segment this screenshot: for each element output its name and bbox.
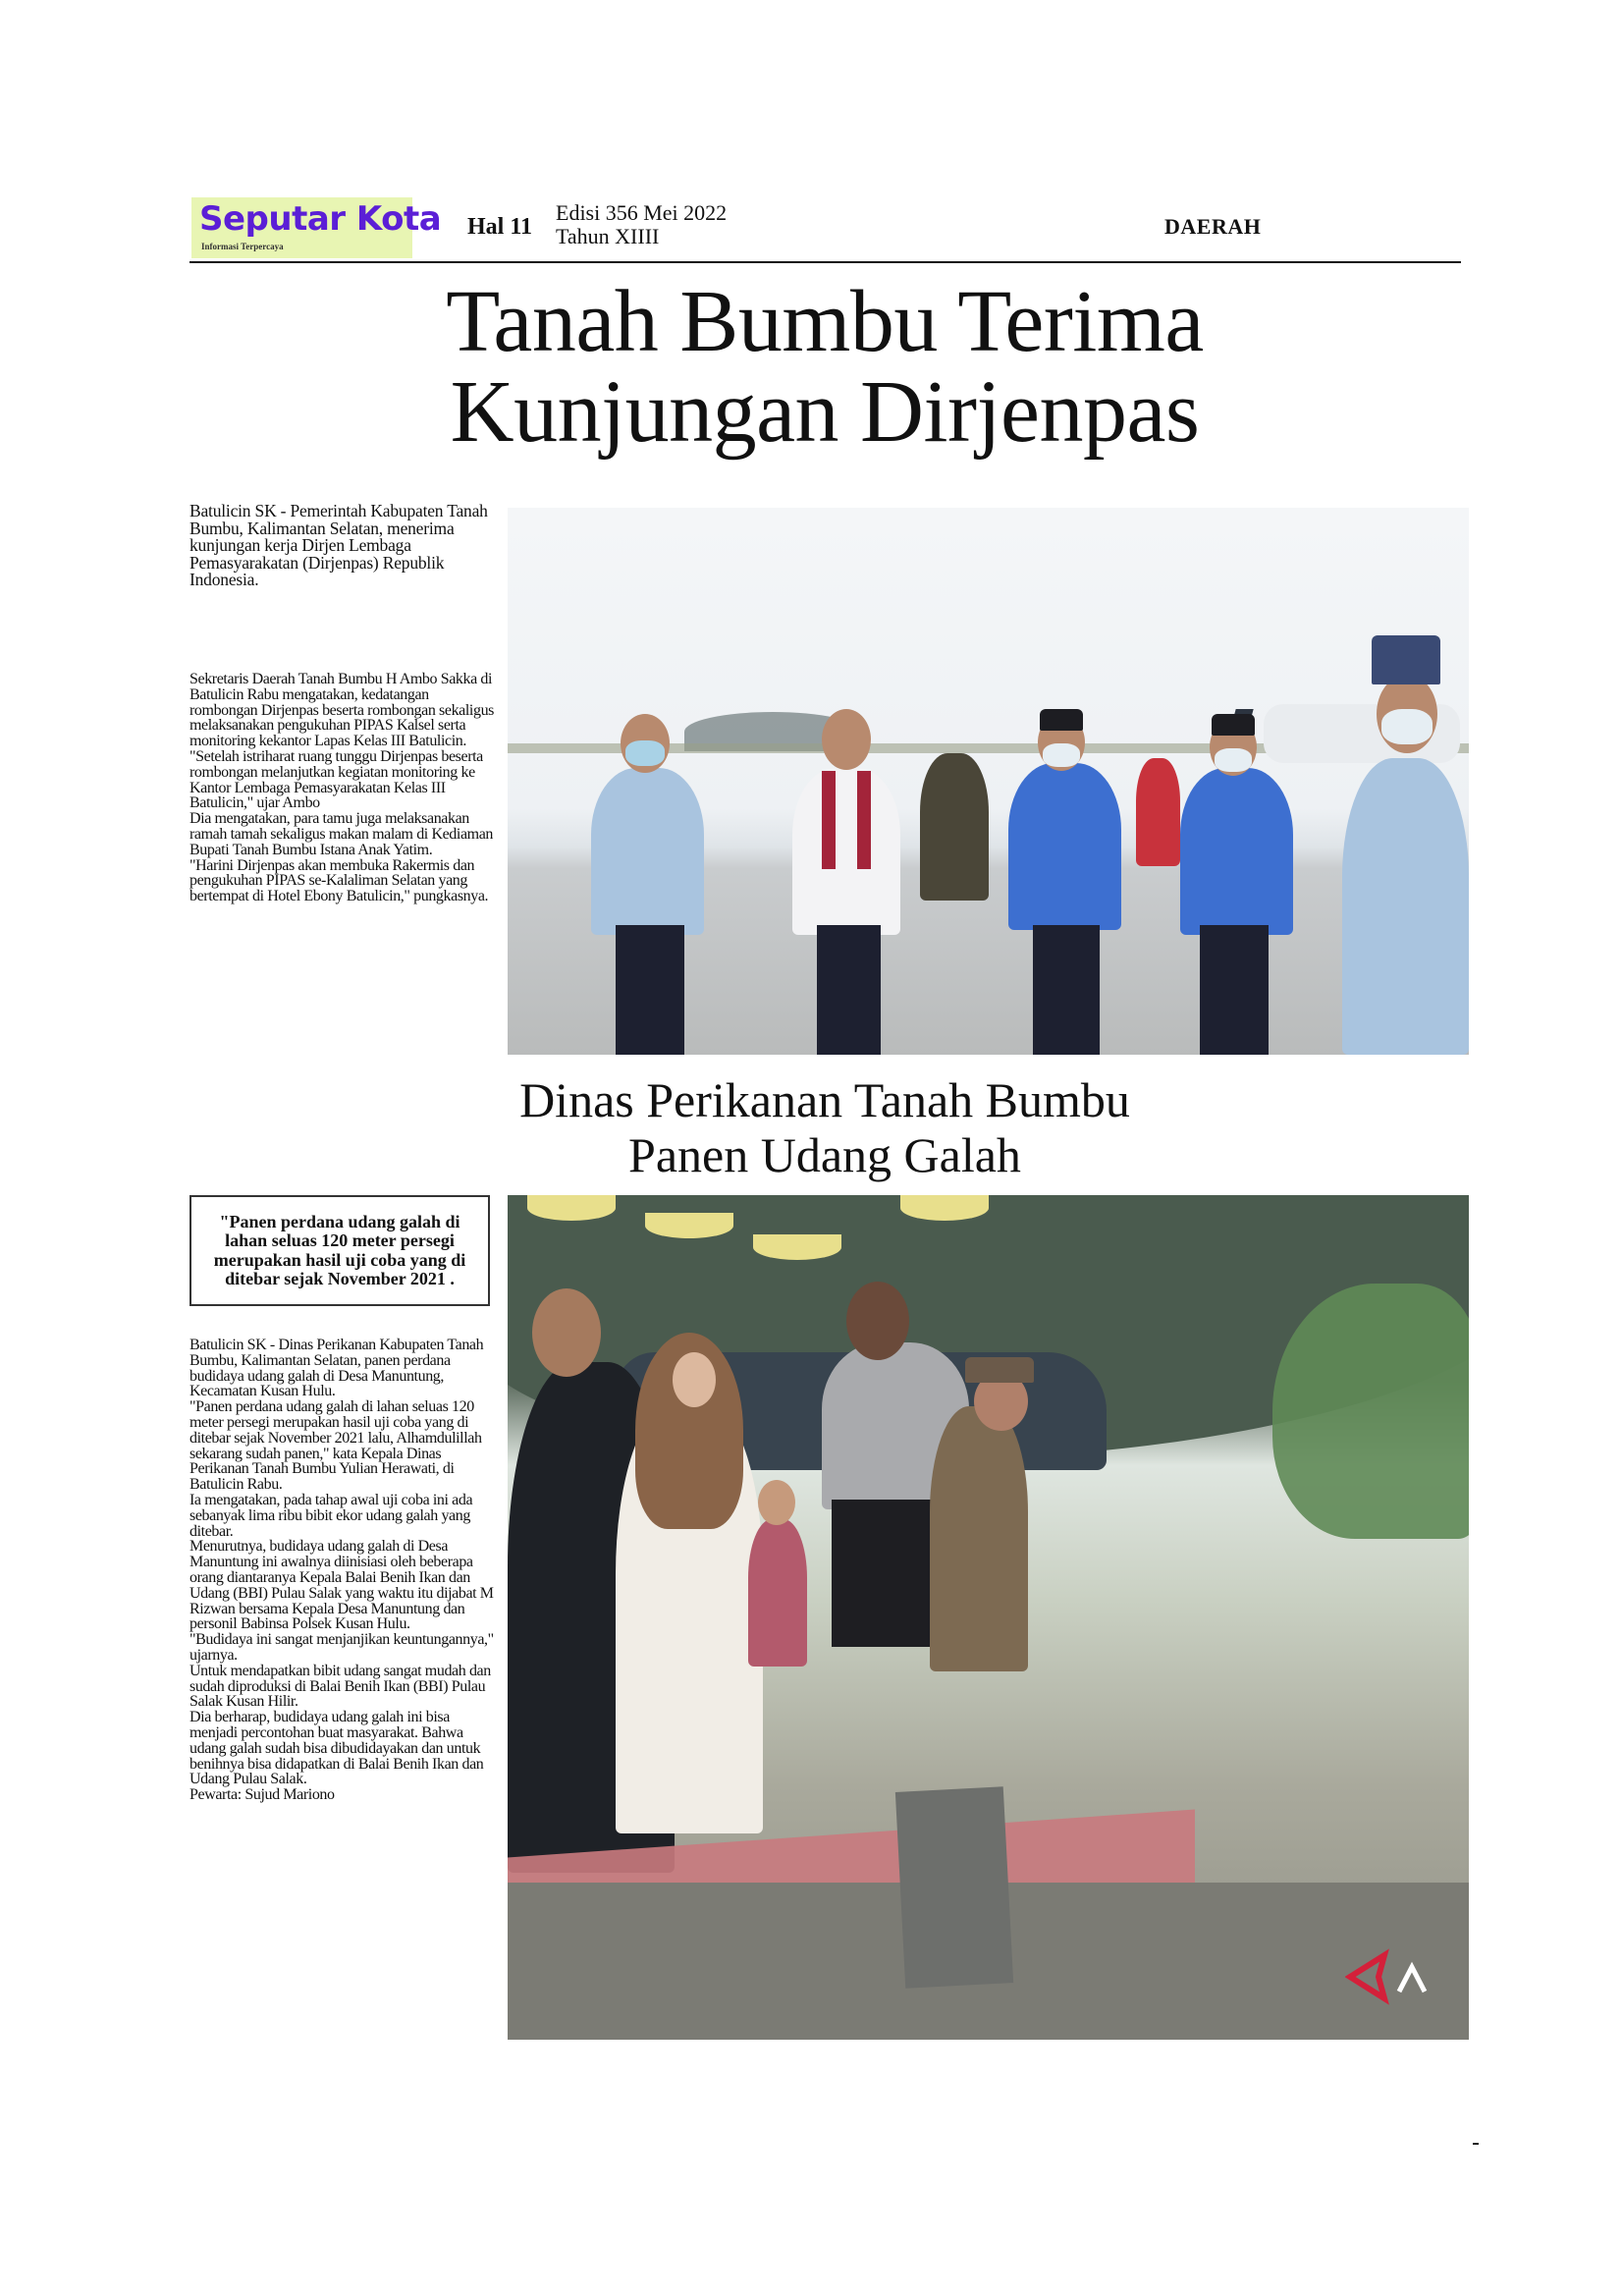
person-figure	[1342, 758, 1469, 1055]
paragraph: Dia berharap, budidaya udang galah ini bisa menjadi percontohan buat masyarakat. Bahwa udang galah sudah bisa dibudidayakan dan untuk benihnya bisa didapatkan di Balai Benih Ikan dan Udang Pulau Salak.	[189, 1709, 484, 1788]
paragraph: "Setelah istriharat ruang tunggu Dirjenpas beserta rombongan melanjutkan kegiatan monitoring ke Kantor Lembaga Pemasyarakatan Kelas III Batulicin," ujar Ambo	[189, 747, 483, 812]
red-scarf	[857, 771, 871, 869]
logo-title: Seputar Kota	[199, 199, 442, 239]
pull-quote-box	[189, 1195, 490, 1306]
trees-shape	[1272, 1284, 1469, 1539]
article2-photo	[508, 1195, 1469, 2040]
paragraph: "Panen perdana udang galah di lahan seluas 120 meter persegi merupakan hasil uji coba yang di ditebar sejak November 2021 lalu, Alhamdulillah sekarang sudah panen," kata Kepala Dinas Perikanan Tanah Bumbu Yulian Herawati, di Batulicin Rabu.	[189, 1398, 482, 1494]
byline: Pewarta: Sujud Mariono	[189, 1786, 335, 1804]
red-scarf	[822, 771, 836, 869]
page-corner-mark	[1473, 2143, 1479, 2145]
tent-scallop	[527, 1195, 616, 1221]
paragraph: Untuk mendapatkan bibit udang sangat mudah dan sudah diproduksi di Balai Benih Ikan (BBI) Pulau Salak Kusan Hilir.	[189, 1662, 491, 1711]
paragraph: Sekretaris Daerah Tanah Bumbu H Ambo Sakka di Batulicin Rabu mengatakan, kedatangan rombongan Dirjenpas beserta rombongan sekaligus melaksanakan pengukuhan PIPAS Kalsel serta monitoring kekantor Lapas Kelas III Batulicin.	[189, 671, 495, 750]
article2-headline	[432, 1072, 1217, 1182]
header-divider	[189, 261, 1461, 263]
hat	[965, 1357, 1034, 1383]
article1-headline	[295, 273, 1355, 461]
tent-scallop	[753, 1234, 841, 1260]
peci-cap	[1040, 709, 1083, 731]
section-label: DAERAH	[1164, 214, 1262, 239]
person-legs	[1033, 925, 1100, 1055]
person-head	[673, 1352, 716, 1407]
antara-watermark-icon	[1345, 1947, 1433, 2006]
person-legs	[817, 925, 881, 1055]
face-mask	[1043, 743, 1080, 767]
masthead-logo	[191, 197, 442, 258]
person-figure	[1008, 763, 1121, 930]
face-mask	[1215, 748, 1252, 772]
concrete-slab	[895, 1786, 1013, 1988]
logo-tagline: Informasi Terpercaya	[201, 242, 284, 251]
face-mask	[625, 740, 665, 766]
article2-body	[189, 1338, 494, 1803]
headline-line: Panen Udang Galah	[628, 1127, 1021, 1182]
page-number: Hal 11	[467, 214, 533, 240]
person-head	[532, 1288, 601, 1377]
person-legs	[1200, 925, 1269, 1055]
person-head	[846, 1282, 909, 1360]
paragraph: "Budidaya ini sangat menjanjikan keuntungannya," ujarnya.	[189, 1631, 494, 1664]
person-figure	[930, 1406, 1028, 1671]
person-figure	[1136, 758, 1180, 866]
paragraph: "Harini Dirjenpas akan membuka Rakermis dan pengukuhan PIPAS se-Kalaliman Selatan yang bertempat di Hotel Ebony Batulicin," pungkasnya.	[189, 856, 489, 905]
paragraph: Batulicin SK - Dinas Perikanan Kabupaten Tanah Bumbu, Kalimantan Selatan, panen perdana budidaya udang galah di Desa Manuntung, Kecamatan Kusan Hulu.	[189, 1337, 484, 1400]
face-mask	[1381, 709, 1433, 744]
headline-line: Kunjungan Dirjenpas	[450, 363, 1200, 461]
person-figure	[792, 768, 900, 935]
article1-photo	[508, 508, 1469, 1055]
person-figure	[1180, 768, 1293, 935]
paragraph: Ia mengatakan, pada tahap awal uji coba ini ada sebanyak lima ribu bibit ekor udang galah yang ditebar.	[189, 1491, 473, 1540]
edition-info	[556, 201, 727, 248]
tent-scallop	[900, 1195, 989, 1221]
person-figure	[591, 768, 704, 935]
tent-scallop	[645, 1213, 733, 1238]
year-line: Tahun XIIII	[556, 224, 660, 248]
person-head	[822, 709, 871, 770]
lead-paragraph: Batulicin SK - Pemerintah Kabupaten Tanah Bumbu, Kalimantan Selatan, menerima kunjungan kerja Dirjen Lembaga Pemasyarakatan (Dirjenpas) Republik Indonesia.	[189, 501, 488, 589]
article1-lead	[189, 503, 494, 589]
pull-quote-text: "Panen perdana udang galah di lahan seluas 120 meter persegi merupakan hasil uji coba yang di ditebar sejak November 2021 .	[213, 1211, 466, 1288]
paragraph: Menurutnya, budidaya udang galah di Desa Manuntung ini awalnya diinisiasi oleh beberapa orang diantaranya Kepala Balai Benih Ikan dan Udang (BBI) Pulau Salak yang waktu itu dijabat M Rizwan bersama Kepala Desa Manuntung dan personil Babinsa Polsek Kusan Hulu.	[189, 1538, 494, 1633]
person-figure	[748, 1519, 807, 1667]
edition-line: Edisi 356 Mei 2022	[556, 200, 728, 225]
peci-cap	[1212, 714, 1255, 736]
military-cap	[1372, 635, 1440, 684]
person-legs	[616, 925, 684, 1055]
person-figure	[920, 753, 989, 901]
person-head	[758, 1480, 795, 1525]
paragraph: Dia mengatakan, para tamu juga melaksanakan ramah tamah sekaligus makan malam di Kediaman Bupati Tanah Bumbu Istana Anak Yatim.	[189, 810, 494, 858]
article1-body	[189, 672, 494, 904]
headline-line: Tanah Bumbu Terima	[446, 273, 1204, 370]
headline-line: Dinas Perikanan Tanah Bumbu	[519, 1072, 1130, 1127]
